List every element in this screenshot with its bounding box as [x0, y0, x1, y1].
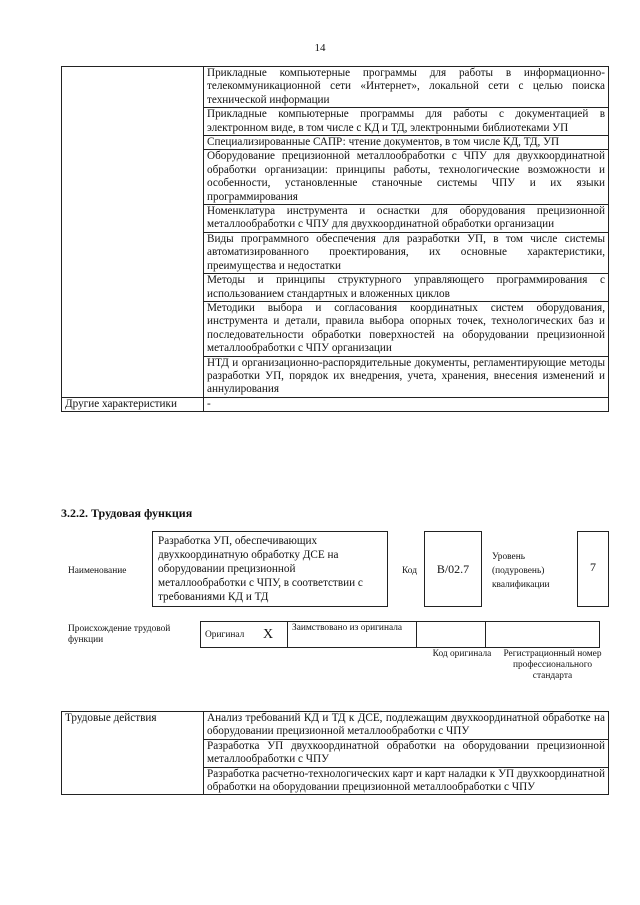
origin-label: Происхождение трудовой функции	[68, 624, 171, 645]
section-title: 3.2.2. Трудовая функция	[61, 506, 193, 520]
function-name: Разработка УП, обеспечивающих двухкоординатную обработку ДСЕ на оборудовании прецизионной металлообработки с ЧПУ, в соответствии с требованиями КД и ТД	[152, 531, 388, 607]
original-mark: X	[259, 622, 288, 648]
knowledge-item: Методики выбора и согласования координатных систем оборудования, инструмента и детали, правила выбора опорных точек, технологических баз и последовательности обработки поверхностей на оборудовании прецизионной металлообработки с ЧПУ организации	[204, 301, 609, 356]
table-row	[62, 397, 609, 411]
knowledge-item: Прикладные компьютерные программы для работы с документацией в электронном виде, в том числе с КД и ТД, электронными библиотеками УП	[204, 108, 609, 136]
function-code: B/02.7	[424, 531, 482, 607]
knowledge-item: Методы и принципы структурного управляющего программирования с использованием стандартных и вложенных циклов	[204, 274, 609, 302]
knowledge-item: Специализированные САПР: чтение документов, в том числе КД, ТД, УП	[204, 136, 609, 150]
code-label: Код	[402, 566, 417, 576]
labor-action: Разработка УП двухкоординатной обработки на оборудовании прецизионной металлообработки с ЧПУ	[204, 739, 609, 767]
reg-number-cell	[486, 622, 600, 648]
table-row	[201, 622, 600, 648]
page-number: 14	[314, 42, 326, 54]
level-label: Уровень (подуровень) квалификации	[492, 552, 550, 590]
knowledge-item: Оборудование прецизионной металлообработки с ЧПУ для двухкоординатной обработки организации: принципы работы, технологические возможности и особенности, установленные станочные системы ЧПУ и их языки программирования	[204, 150, 609, 205]
labor-actions-label: Трудовые действия	[62, 712, 204, 795]
table-row	[62, 712, 609, 740]
knowledge-table	[61, 66, 609, 412]
labor-action: Разработка расчетно-технологических карт и карт наладки к УП двухкоординатной обработки на оборудовании прецизионной металлообработки с ЧПУ	[204, 767, 609, 795]
qualification-level: 7	[577, 531, 609, 607]
reg-number-caption: Регистрационный номер профессионального стандарта	[503, 649, 602, 681]
knowledge-item: Прикладные компьютерные программы для работы в информационно-телекоммуникационной сети «Интернет», локальной сети с целью поиска технической информации	[204, 67, 609, 108]
knowledge-item: Виды программного обеспечения для разработки УП, в том числе системы автоматизированного проектирования, их основные характеристики, преимущества и недостатки	[204, 232, 609, 273]
borrowed-label: Заимствовано из оригинала	[288, 622, 417, 648]
other-characteristics-value: -	[204, 397, 609, 411]
labor-action: Анализ требований КД и ТД к ДСЕ, подлежащим двухкоординатной обработке на оборудовании прецизионной металлообработки с ЧПУ	[204, 712, 609, 740]
original-label: Оригинал	[201, 622, 260, 648]
knowledge-item: Номенклатура инструмента и оснастки для оборудования прецизионной металлообработки с ЧПУ для двухкоординатной обработки организации	[204, 205, 609, 233]
code-original-caption: Код оригинала	[432, 649, 492, 659]
knowledge-item: НТД и организационно-распорядительные документы, регламентирующие методы разработки УП, порядок их внедрения, учета, хранения, внесения изменений и аннулирования	[204, 356, 609, 397]
name-label: Наименование	[68, 566, 127, 576]
other-characteristics-label: Другие характеристики	[62, 397, 204, 411]
table-row	[62, 67, 609, 108]
code-original-cell	[417, 622, 486, 648]
origin-table	[200, 621, 600, 648]
labor-actions-table	[61, 711, 609, 795]
row-label-cell	[62, 67, 204, 398]
